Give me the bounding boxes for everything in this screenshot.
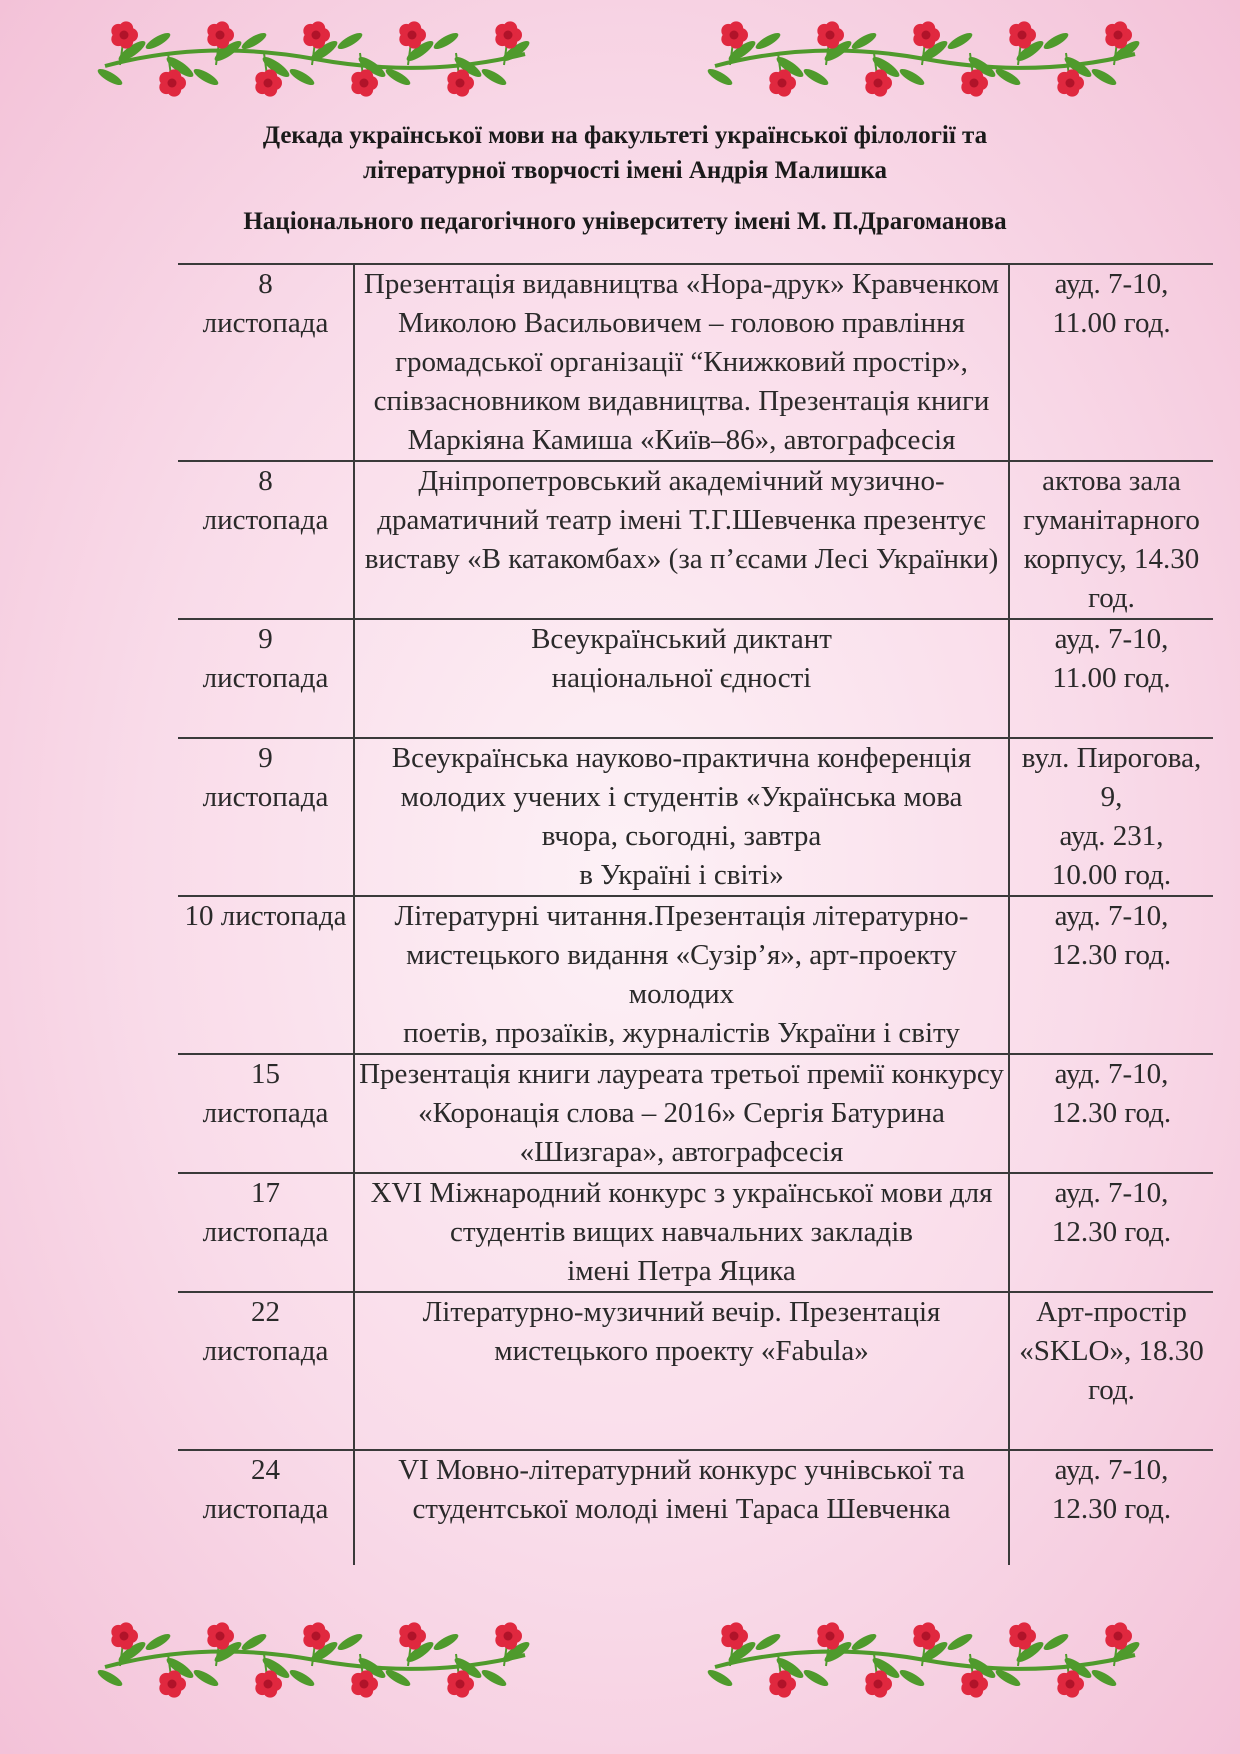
- place-cell: [1009, 1173, 1213, 1292]
- event-description: Всеукраїнський диктант національної єдності: [531, 623, 832, 694]
- date-cell: [178, 1292, 354, 1450]
- date-cell: [178, 1054, 354, 1173]
- event-date: 8 листопада: [202, 268, 329, 339]
- flower-garland-icon: [705, 1605, 1145, 1715]
- event-description: Всеукраїнська науково-практична конференція молодих учених і студентів «Українська мова вчора, сьогодні, завтра в Україні і світі»: [391, 742, 972, 891]
- place-cell: [1009, 264, 1213, 461]
- garland-top-right: [705, 4, 1145, 114]
- event-date: 22 листопада: [202, 1296, 329, 1367]
- event-date: 10 листопада: [184, 900, 347, 932]
- title-line-3: Національного педагогічного університету імені М. П.Драгоманова: [243, 208, 1007, 235]
- event-date: 9 листопада: [202, 742, 329, 813]
- garland-top-left: [95, 4, 535, 114]
- event-cell: [354, 1173, 1009, 1292]
- flower-garland-icon: [95, 1605, 535, 1715]
- event-description: Презентація видавництва «Нора-друк» Кравченком Миколою Васильовичем – головою правління громадської організації “Книжковий простір», співзасновником видавництва. Презентація книги Маркіяна Камиша «Київ–86», автографсесія: [363, 268, 1000, 456]
- event-cell: [354, 1292, 1009, 1450]
- place-cell: [1009, 738, 1213, 896]
- date-cell: [178, 461, 354, 619]
- event-place: актова зала гуманітарного корпусу, 14.30 год.: [1023, 465, 1200, 614]
- table-row: [178, 264, 1213, 461]
- events-table: [178, 263, 1213, 1565]
- event-date: 17 листопада: [202, 1177, 329, 1248]
- place-cell: [1009, 896, 1213, 1054]
- table-row: [178, 738, 1213, 896]
- table-row: [178, 461, 1213, 619]
- date-cell: [178, 619, 354, 738]
- event-cell: [354, 1450, 1009, 1565]
- event-place: ауд. 7-10, 11.00 год.: [1052, 268, 1171, 339]
- table-row: [178, 1450, 1213, 1565]
- place-cell: [1009, 1292, 1213, 1450]
- event-description: Презентація книги лауреата третьої премії конкурсу «Коронація слова – 2016» Сергія Батурина «Шизгара», автографсесія: [359, 1058, 1004, 1168]
- event-place: вул. Пирогова, 9, ауд. 231, 10.00 год.: [1021, 742, 1202, 891]
- event-description: VI Мовно-літературний конкурс учнівської та студентської молоді імені Тараса Шевченка: [398, 1454, 965, 1525]
- event-description: XVI Міжнародний конкурс з української мови для студентів вищих навчальних закладів імені Петра Яцика: [370, 1177, 993, 1287]
- event-place: ауд. 7-10, 12.30 год.: [1051, 1058, 1172, 1129]
- event-cell: [354, 264, 1009, 461]
- table-row: [178, 619, 1213, 738]
- date-cell: [178, 896, 354, 1054]
- flower-garland-icon: [95, 4, 535, 114]
- flower-garland-icon: [705, 4, 1145, 114]
- garland-bottom-right: [705, 1605, 1145, 1715]
- event-description: Дніпропетровський академічний музично- драматичний театр імені Т.Г.Шевченка презентує виставу «В катакомбах» (за п’єсами Лесі Українки): [364, 465, 999, 575]
- event-description: Літературно-музичний вечір. Презентація мистецького проекту «Fabula»: [422, 1296, 941, 1367]
- garland-bottom-left: [95, 1605, 535, 1715]
- place-cell: [1009, 461, 1213, 619]
- page-title: [150, 118, 1100, 239]
- event-cell: [354, 738, 1009, 896]
- place-cell: [1009, 1054, 1213, 1173]
- place-cell: [1009, 619, 1213, 738]
- event-date: 8 листопада: [202, 465, 329, 536]
- table-row: [178, 1292, 1213, 1450]
- event-cell: [354, 619, 1009, 738]
- title-line-1: Декада української мови на факультеті української філології та: [262, 122, 988, 149]
- event-place: ауд. 7-10, 12.30 год.: [1051, 1177, 1172, 1248]
- title-line-2: літературної творчості імені Андрія Малишка: [363, 157, 887, 184]
- date-cell: [178, 1450, 354, 1565]
- event-cell: [354, 461, 1009, 619]
- event-place: ауд. 7-10, 12.30 год.: [1051, 1454, 1172, 1525]
- date-cell: [178, 1173, 354, 1292]
- event-cell: [354, 1054, 1009, 1173]
- date-cell: [178, 738, 354, 896]
- table-row: [178, 896, 1213, 1054]
- table-row: [178, 1054, 1213, 1173]
- event-place: ауд. 7-10, 11.00 год.: [1052, 623, 1171, 694]
- event-date: 15 листопада: [202, 1058, 329, 1129]
- event-description: Літературні читання.Презентація літературно- мистецького видання «Сузір’я», арт-проекту молодих поетів, прозаїків, журналістів України і світу: [394, 900, 969, 1049]
- event-date: 24 листопада: [202, 1454, 329, 1525]
- event-date: 9 листопада: [202, 623, 329, 694]
- date-cell: [178, 264, 354, 461]
- event-cell: [354, 896, 1009, 1054]
- place-cell: [1009, 1450, 1213, 1565]
- event-place: Арт-простір «SKLO», 18.30 год.: [1019, 1296, 1204, 1406]
- table-row: [178, 1173, 1213, 1292]
- event-place: ауд. 7-10, 12.30 год.: [1051, 900, 1172, 971]
